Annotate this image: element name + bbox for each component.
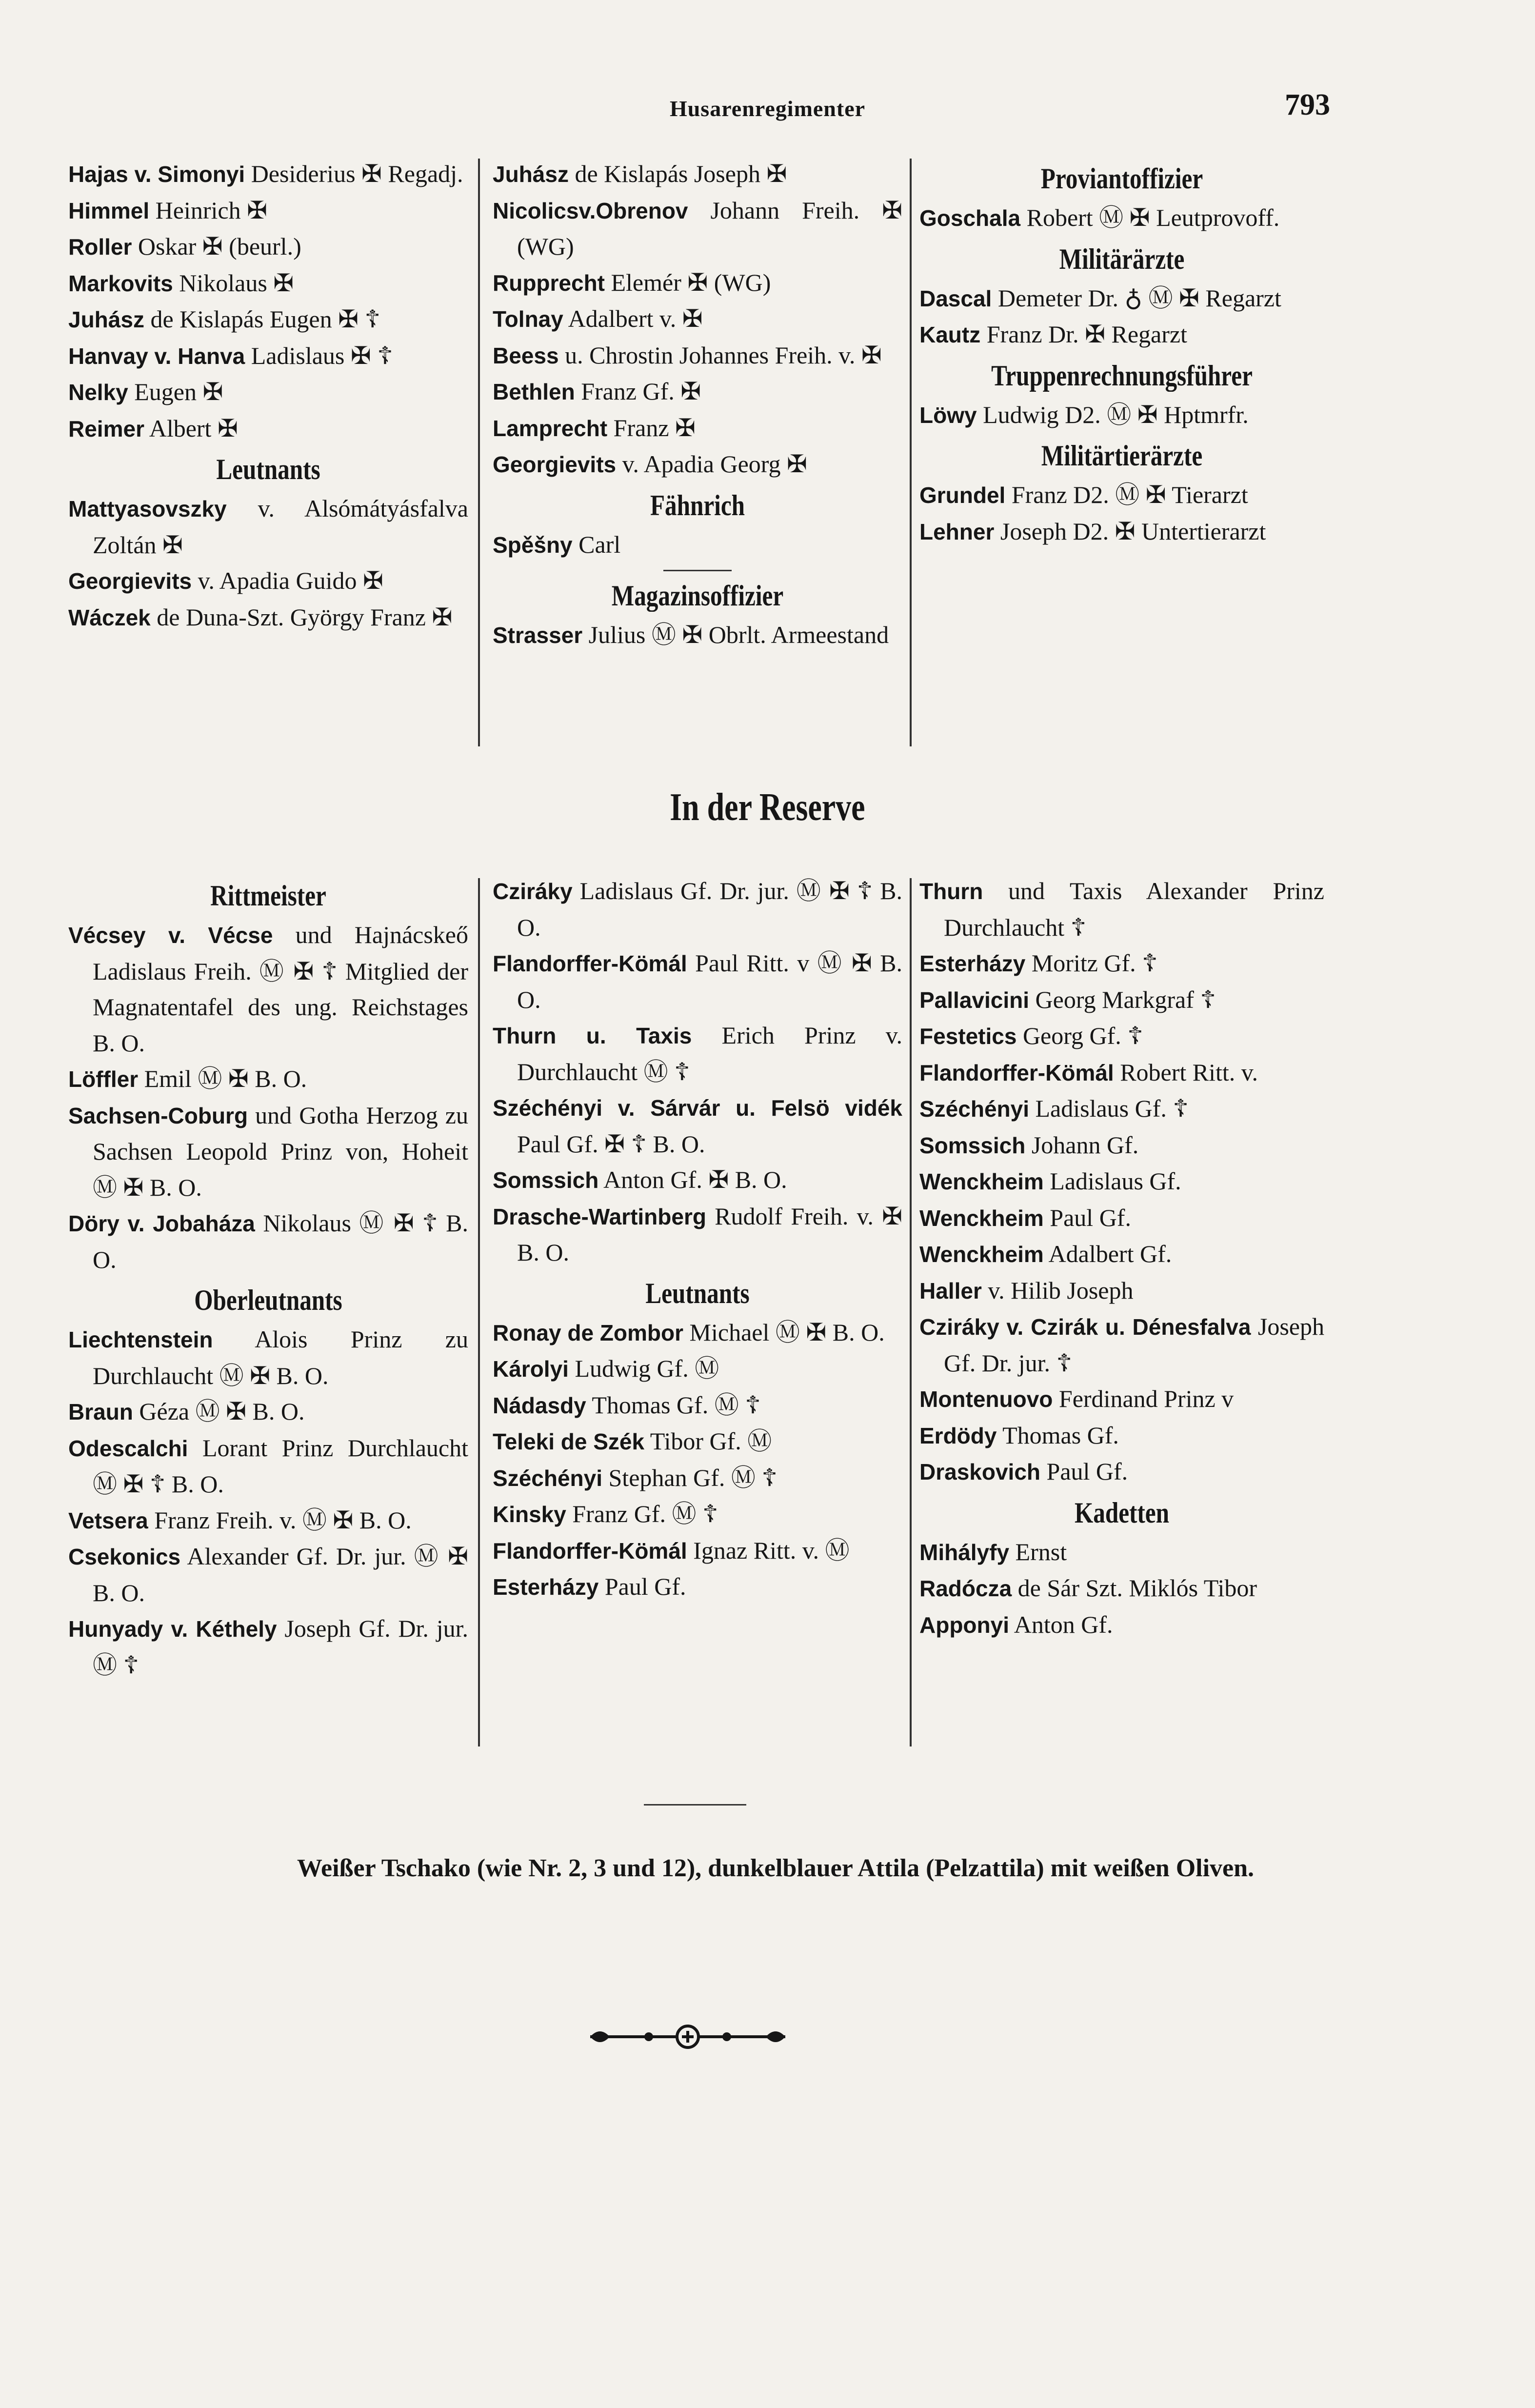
entry-details: Alexander Gf. Dr. jur. Ⓜ ✠ B. O. [93,1543,468,1606]
roster-entry [919,1127,1324,1164]
section-heading-militartierarzte: Militärtierärzte [1041,440,1203,472]
entry-details: Thomas Gf. Ⓜ ☦ [586,1391,761,1419]
entry-surname: Pallavicini [919,987,1030,1013]
entry-details: Julius Ⓜ ✠ Obrlt. Armeestand [582,621,889,648]
roster-entry [68,1322,468,1394]
entry-surname: Hunyady v. Kéthely [68,1616,277,1642]
roster-entry [919,1454,1324,1490]
entry-details: Johann Gf. [1025,1131,1139,1159]
entry-details: Ladislaus ✠ ☦ [245,341,393,369]
roster-entry [919,982,1324,1019]
section-heading-fahnrich: Fähnrich [650,489,745,522]
roster-entry [493,1315,902,1351]
entry-details: Eugen ✠ [128,378,223,405]
roster-entry [493,1387,902,1424]
entry-surname: Flandorffer-Kömál [919,1060,1114,1085]
entry-details: Tibor Gf. Ⓜ [644,1427,772,1455]
entry-details: Rudolf Freih. v. ✠ B. O. [517,1202,902,1266]
roster-entry [919,1273,1324,1309]
roster-entry [493,374,902,410]
entry-surname: Dascal [919,285,992,311]
roster-entry [493,1090,902,1162]
entry-surname: Radócza [919,1576,1012,1601]
entry-details: Robert Ritt. v. [1114,1058,1258,1086]
entry-surname: Apponyi [919,1612,1009,1638]
entry-surname: Esterházy [919,951,1026,976]
roster-entry [919,1018,1324,1055]
entry-details: Ladislaus Gf. Dr. jur. Ⓜ ✠ ☦ B. O. [517,877,902,941]
entry-details: und Taxis Alexander Prinz Durchlaucht ☦ [944,877,1324,941]
entry-surname: Spěšny [493,532,573,558]
roster-entry [493,1533,902,1569]
entry-details: Paul Ritt. v Ⓜ ✠ B. O. [517,949,902,1013]
entry-details: Franz Dr. ✠ Regarzt [980,321,1187,348]
entry-surname: Vécsey v. Vécse [68,923,273,948]
entry-surname: Széchényi v. Sárvár u. Felsö vidék [493,1095,902,1121]
section-heading-leutnants: Leutnants [216,453,320,485]
entry-surname: Löwy [919,402,977,428]
roster-entry [919,1200,1324,1237]
entry-details: de Kislapás Joseph ✠ [568,160,787,187]
entry-details: Adalbert v. ✠ [563,305,703,332]
entry-details: Franz Gf. ✠ [575,378,701,405]
entry-details: Lorant Prinz Durchlaucht Ⓜ ✠ ☦ B. O. [93,1434,468,1498]
entry-details: Carl [572,530,621,558]
entry-surname: Beess [493,342,559,368]
roster-entry [493,1018,902,1090]
entry-surname: Strasser [493,622,583,648]
entry-surname: Somssich [493,1167,599,1193]
entry-surname: Thurn [919,879,983,904]
top-column-3 [919,156,1324,550]
roster-entry [493,265,902,301]
roster-entry [919,477,1324,514]
entry-surname: Wenckheim [919,1205,1044,1231]
entry-surname: Flandorffer-Kömál [493,951,687,976]
entry-surname: Reimer [68,416,144,441]
entry-details: Franz Gf. Ⓜ ☦ [566,1500,718,1527]
entry-surname: Odescalchi [68,1435,188,1461]
roster-entry [919,1164,1324,1200]
entry-surname: Ronay de Zombor [493,1320,684,1345]
entry-details: Joseph Gf. Dr. jur. ☦ [944,1313,1324,1377]
entry-details: Anton Gf. [1009,1610,1113,1638]
roster-entry [68,156,468,193]
page-number: 793 [1285,88,1330,121]
entry-details: und Hajnácskeő Ladislaus Freih. Ⓜ ✠ ☦ Mitglied der Magnatentafel des ung. Reichstages B. O. [93,921,469,1057]
entry-details: u. Chrostin Johannes Freih. v. ✠ [558,341,882,369]
column-divider [478,878,480,1746]
entry-surname: Lamprecht [493,415,608,441]
entry-surname: Drasche-Wartinberg [493,1204,706,1229]
roster-entry [493,1351,902,1387]
entry-surname: Esterházy [493,1574,599,1600]
roster-entry [493,446,902,483]
entry-surname: Vetsera [68,1507,148,1533]
entry-details: v. Apadia Guido ✠ [192,567,383,594]
top-column-1 [68,156,468,636]
entry-details: Ernst [1009,1538,1067,1565]
roster-entry [493,410,902,447]
entry-surname: Döry v. Jobaháza [68,1211,255,1236]
roster-entry [68,301,468,338]
roster-entry [68,1205,468,1278]
ornament-flourish [585,2022,790,2051]
entry-surname: Juhász [68,307,144,332]
entry-details: Ludwig D2. Ⓜ ✠ Hptmrfr. [977,401,1249,428]
roster-entry [493,1460,902,1497]
roster-entry [493,873,902,945]
entry-details: Thomas Gf. [997,1421,1119,1449]
column-divider [910,159,912,746]
entry-surname: Georgievits [493,452,617,477]
entry-details: Georg Gf. ☦ [1017,1022,1143,1049]
entry-details: Stephan Gf. Ⓜ ☦ [602,1464,777,1491]
roster-entry [919,1309,1324,1381]
column-divider [910,878,912,1746]
entry-surname: Kinsky [493,1502,566,1527]
reserve-heading: In der Reserve [670,786,865,829]
entry-surname: Kautz [919,322,981,347]
roster-entry [493,945,902,1018]
roster-entry [68,229,468,265]
entry-details: Adalbert Gf. [1043,1240,1172,1267]
roster-entry [68,1503,468,1539]
entry-surname: Wenckheim [919,1169,1044,1194]
entry-surname: Cziráky [493,879,573,904]
entry-surname: Wáczek [68,604,151,630]
roster-entry [919,873,1324,945]
roster-entry [493,1569,902,1605]
roster-entry [493,301,902,338]
entry-details: Demeter Dr. ♁ Ⓜ ✠ Regarzt [992,284,1281,312]
entry-surname: Markovits [68,270,173,296]
entry-surname: Roller [68,234,132,260]
roster-entry [493,338,902,374]
entry-surname: Nádasdy [493,1392,586,1418]
entry-surname: Széchényi [493,1465,602,1491]
entry-surname: Sachsen-Coburg [68,1103,248,1128]
entry-details: Albert ✠ [144,414,238,442]
entry-details: v. Apadia Georg ✠ [616,450,807,478]
roster-entry [919,514,1324,550]
entry-surname: Mihályfy [919,1539,1010,1565]
entry-details: Franz Freih. v. Ⓜ ✠ B. O. [148,1506,412,1534]
entry-surname: Draskovich [919,1459,1041,1485]
entry-surname: Juhász [493,161,569,187]
section-heading-leutnants: Leutnants [645,1277,750,1309]
roster-entry [68,338,468,375]
entry-surname: Hanvay v. Hanva [68,343,245,369]
entry-details: Robert Ⓜ ✠ Leutprovoff. [1020,204,1280,231]
roster-entry [68,917,468,1061]
roster-entry [68,193,468,229]
entry-details: Paul Gf. [598,1573,686,1600]
roster-entry [493,1496,902,1533]
entry-details: Moritz Gf. ☦ [1025,949,1158,977]
roster-entry [68,1098,468,1206]
roster-entry [68,1061,468,1098]
entry-details: Ignaz Ritt. v. Ⓜ [687,1536,850,1564]
entry-details: Géza Ⓜ ✠ B. O. [133,1398,305,1425]
entry-details: de Kislapás Eugen ✠ ☦ [144,305,380,333]
roster-entry [919,1607,1324,1644]
roster-entry [493,1424,902,1460]
roster-entry [68,600,468,636]
roster-entry [68,1394,468,1430]
entry-details: Joseph D2. ✠ Untertierarzt [994,517,1266,545]
section-rule [663,570,732,571]
roster-entry [919,1418,1324,1454]
entry-surname: Wenckheim [919,1242,1044,1267]
reserve-column-1 [68,873,468,1683]
roster-entry [919,317,1324,353]
roster-entry [68,1430,468,1503]
entry-surname: Somssich [919,1132,1026,1158]
entry-surname: Himmel [68,198,150,223]
entry-surname: Mattyasovszky [68,496,227,522]
roster-entry [919,397,1324,434]
entry-details: Desiderius ✠ Regadj. [245,160,463,187]
entry-details: de Duna-Szt. György Franz ✠ [150,603,453,631]
footer-note: Weißer Tschako (wie Nr. 2, 3 und 12), dunkelblauer Attila (Pelzattila) mit weißen Oliven. [297,1854,1255,1882]
entry-surname: Braun [68,1399,133,1425]
entry-surname: Lehner [919,519,995,544]
roster-entry [493,527,902,563]
entry-details: Elemér ✠ (WG) [605,268,771,296]
entry-surname: Georgievits [68,568,192,594]
top-column-2 [493,156,902,654]
entry-surname: Liechtenstein [68,1327,213,1352]
reserve-column-3 [919,873,1324,1643]
running-head: Husarenregimenter [669,96,866,121]
entry-surname: Csekonics [68,1544,181,1569]
entry-details: Georg Markgraf ☦ [1029,985,1216,1013]
entry-details: und Gotha Herzog zu Sachsen Leopold Prinz von, Hoheit Ⓜ ✠ B. O. [93,1101,468,1201]
entry-surname: Nelky [68,380,128,405]
entry-surname: Rupprecht [493,270,605,296]
section-heading-kadetten: Kadetten [1074,1496,1170,1529]
section-heading-oberleutnants: Oberleutnants [194,1284,342,1316]
roster-entry [493,193,902,265]
entry-surname: Hajas v. Simonyi [68,161,245,187]
entry-surname: Károlyi [493,1356,569,1382]
entry-details: Paul Gf. ✠ ☦ B. O. [517,1130,705,1158]
entry-details: Johann Freih. ✠ (WG) [517,196,902,260]
roster-entry [68,374,468,411]
roster-entry [919,945,1324,982]
entry-surname: Festetics [919,1023,1017,1049]
entry-details: Alois Prinz zu Durchlaucht Ⓜ ✠ B. O. [93,1325,468,1389]
entry-details: Erich Prinz v. Durchlaucht Ⓜ ☦ [517,1022,902,1085]
roster-entry [919,1055,1324,1091]
entry-surname: Cziráky v. Czirák u. Dénesfalva [919,1314,1251,1340]
entry-surname: Teleki de Szék [493,1429,645,1454]
column-divider [478,159,480,746]
roster-entry [493,617,902,654]
roster-entry [919,1381,1324,1418]
roster-entry [919,1570,1324,1607]
entry-details: Heinrich ✠ [149,196,267,224]
divider-rule [644,1804,746,1806]
entry-surname: Grundel [919,482,1006,508]
section-heading-truppenrechnungsfuhrer: Truppenrechnungsführer [991,359,1253,392]
entry-surname: Széchényi [919,1096,1029,1122]
section-heading-militararzte: Militärärzte [1059,242,1185,275]
reserve-column-2 [493,873,902,1605]
roster-entry [919,200,1324,237]
entry-details: Franz D2. Ⓜ ✠ Tierarzt [1005,481,1248,508]
roster-entry [919,1091,1324,1127]
roster-entry [919,1236,1324,1273]
entry-surname: Goschala [919,205,1021,231]
entry-surname: Löffler [68,1066,139,1092]
entry-surname: Erdödy [919,1423,997,1448]
roster-entry [68,1539,468,1611]
entry-details: Ferdinand Prinz v [1053,1385,1234,1412]
entry-details: Ladislaus Gf. ☦ [1029,1095,1189,1122]
entry-details: de Sár Szt. Miklós Tibor [1012,1574,1257,1602]
entry-details: Joseph Gf. Dr. jur. Ⓜ ☦ [93,1615,468,1679]
roster-entry [919,281,1324,317]
section-heading-proviantoffizier: Proviantoffizier [1040,162,1203,195]
roster-entry [68,265,468,302]
entry-details: Paul Gf. [1043,1204,1131,1231]
entry-details: Anton Gf. ✠ B. O. [598,1166,787,1193]
entry-surname: Nicolicsv.Obrenov [493,198,688,223]
entry-surname: Montenuovo [919,1386,1053,1412]
roster-entry [68,491,468,563]
entry-details: v. Hilib Joseph [981,1276,1134,1304]
entry-details: Nikolaus Ⓜ ✠ ☦ B. O. [93,1209,468,1273]
entry-details: Paul Gf. [1040,1458,1128,1485]
roster-entry [68,1611,468,1683]
entry-details: Franz ✠ [607,414,696,441]
entry-details: Ludwig Gf. Ⓜ [568,1355,719,1382]
entry-surname: Bethlen [493,379,575,404]
entry-details: Michael Ⓜ ✠ B. O. [683,1318,885,1346]
roster-entry [493,156,902,193]
roster-entry [68,563,468,600]
entry-surname: Thurn u. Taxis [493,1023,692,1048]
section-heading-magazinsoffizier: Magazinsoffizier [611,580,784,612]
roster-entry [919,1534,1324,1571]
section-heading-rittmeister: Rittmeister [210,880,326,912]
entry-surname: Flandorffer-Kömál [493,1538,687,1564]
entry-surname: Haller [919,1278,982,1304]
entry-surname: Tolnay [493,306,563,332]
roster-entry [493,1162,902,1199]
entry-details: Oskar ✠ (beurl.) [132,233,301,260]
entry-details: Emil Ⓜ ✠ B. O. [138,1065,307,1092]
entry-details: Nikolaus ✠ [173,269,294,297]
roster-entry [493,1199,902,1271]
entry-details: Ladislaus Gf. [1043,1167,1181,1195]
roster-entry [68,411,468,447]
entry-details: v. Alsómátyásfalva Zoltán ✠ [93,495,468,559]
